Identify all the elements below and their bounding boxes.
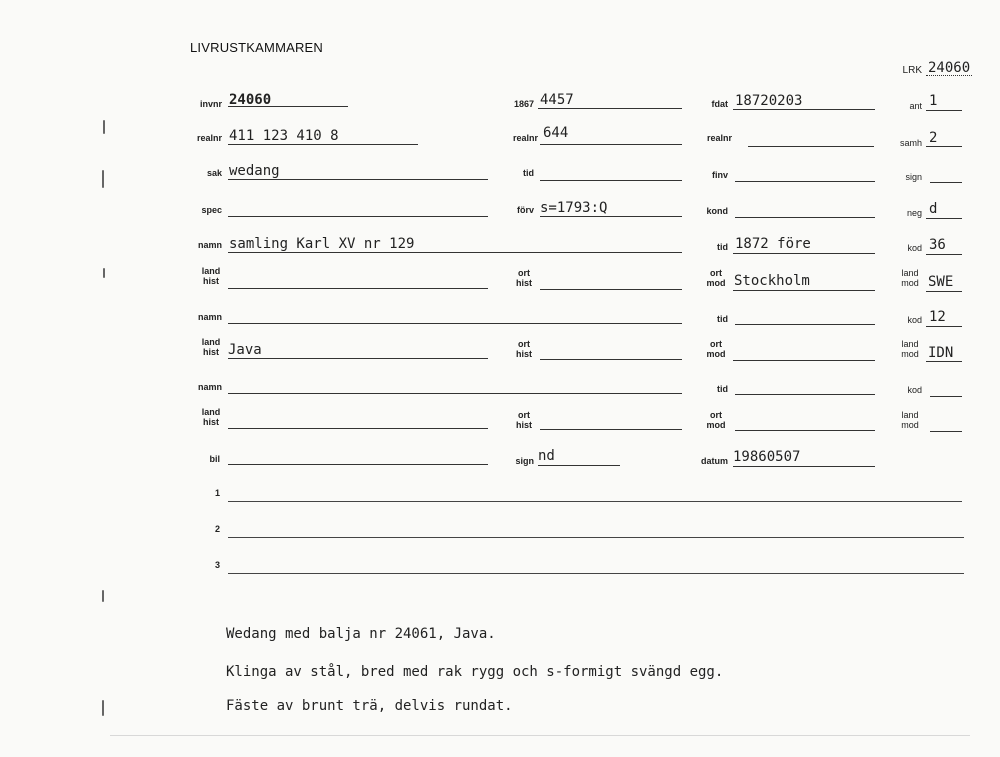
namn2-label: namn <box>197 312 222 322</box>
lrk-value: 24060 <box>928 60 971 76</box>
finv-label: finv <box>711 170 728 180</box>
tid1-value: 1872 före <box>735 236 811 252</box>
kod3-label: kod <box>907 385 922 395</box>
kod1-label: kod <box>907 243 922 253</box>
ort-mod1-label: ort mod <box>706 268 726 288</box>
ort-mod3-label: ort mod <box>706 410 726 430</box>
note-line-3: Fäste av brunt trä, delvis rundat. <box>226 698 513 714</box>
fdat-label: fdat <box>711 99 728 109</box>
line-3-label: 3 <box>214 560 220 570</box>
ort-hist2-label: ort hist <box>515 339 532 359</box>
institution-title: LIVRUSTKAMMAREN <box>190 40 324 55</box>
forv-value: s=1793:Q <box>540 200 608 216</box>
sign-bottom-value: nd <box>538 448 555 464</box>
ort-hist3-label: ort hist <box>515 410 532 430</box>
namn1-value: samling Karl XV nr 129 <box>229 236 415 252</box>
datum-value: 19860507 <box>733 449 801 465</box>
bil-label: bil <box>209 454 220 464</box>
line-2-label: 2 <box>214 524 220 534</box>
namn3-label: namn <box>197 382 222 392</box>
tid2-label: tid <box>717 314 728 324</box>
ort-mod1-value: Stockholm <box>734 273 810 289</box>
land-mod1-label: land mod <box>901 268 919 288</box>
ant-label: ant <box>909 101 922 111</box>
land-mod1-value: SWE <box>928 274 954 290</box>
spec-label: spec <box>201 205 222 215</box>
ort-hist1-label: ort hist <box>515 268 532 288</box>
kod2-label: kod <box>907 315 922 325</box>
neg-label: neg <box>906 208 922 218</box>
land-hist2-value: Java <box>228 342 262 358</box>
note-line-1: Wedang med balja nr 24061, Java. <box>226 626 496 642</box>
datum-label: datum <box>701 456 728 466</box>
realnr2-label: realnr <box>512 133 538 143</box>
namn1-label: namn <box>197 240 222 250</box>
realnr2-value: 644 <box>543 125 569 141</box>
sign-bottom-label: sign <box>515 456 534 466</box>
realnr3-label: realnr <box>706 133 732 143</box>
y1867-value: 4457 <box>540 92 574 108</box>
forv-label: förv <box>516 205 534 215</box>
ant-value: 1 <box>929 93 938 109</box>
neg-value: d <box>929 201 938 217</box>
line-1-label: 1 <box>214 488 220 498</box>
realnr1-value: 411 123 410 8 <box>229 128 339 144</box>
y1867-label: 1867 <box>513 99 534 109</box>
tid1-label: tid <box>717 242 728 252</box>
samh-label: samh <box>899 138 922 148</box>
sak-value: wedang <box>229 163 280 179</box>
fdat-value: 18720203 <box>735 93 803 109</box>
tid-label: tid <box>523 168 534 178</box>
sign-label: sign <box>905 172 922 182</box>
kond-label: kond <box>706 206 728 216</box>
land-hist3-label: land hist <box>201 407 221 427</box>
ort-mod2-label: ort mod <box>706 339 726 359</box>
kod1-value: 36 <box>929 237 946 253</box>
lrk-label: LRK <box>902 65 922 76</box>
land-hist2-label: land hist <box>201 337 221 357</box>
kod2-value: 12 <box>929 309 946 325</box>
land-hist1-label: land hist <box>201 266 221 286</box>
note-line-2: Klinga av stål, bred med rak rygg och s-formigt svängd egg. <box>226 664 724 680</box>
land-mod2-label: land mod <box>901 339 919 359</box>
tid3-label: tid <box>717 384 728 394</box>
invnr-value: 24060 <box>229 92 272 108</box>
sak-label: sak <box>206 168 222 178</box>
realnr1-label: realnr <box>196 133 222 143</box>
land-mod3-label: land mod <box>901 410 919 430</box>
invnr-label: invnr <box>199 99 222 109</box>
samh-value: 2 <box>929 130 938 146</box>
land-mod2-value: IDN <box>928 345 954 361</box>
